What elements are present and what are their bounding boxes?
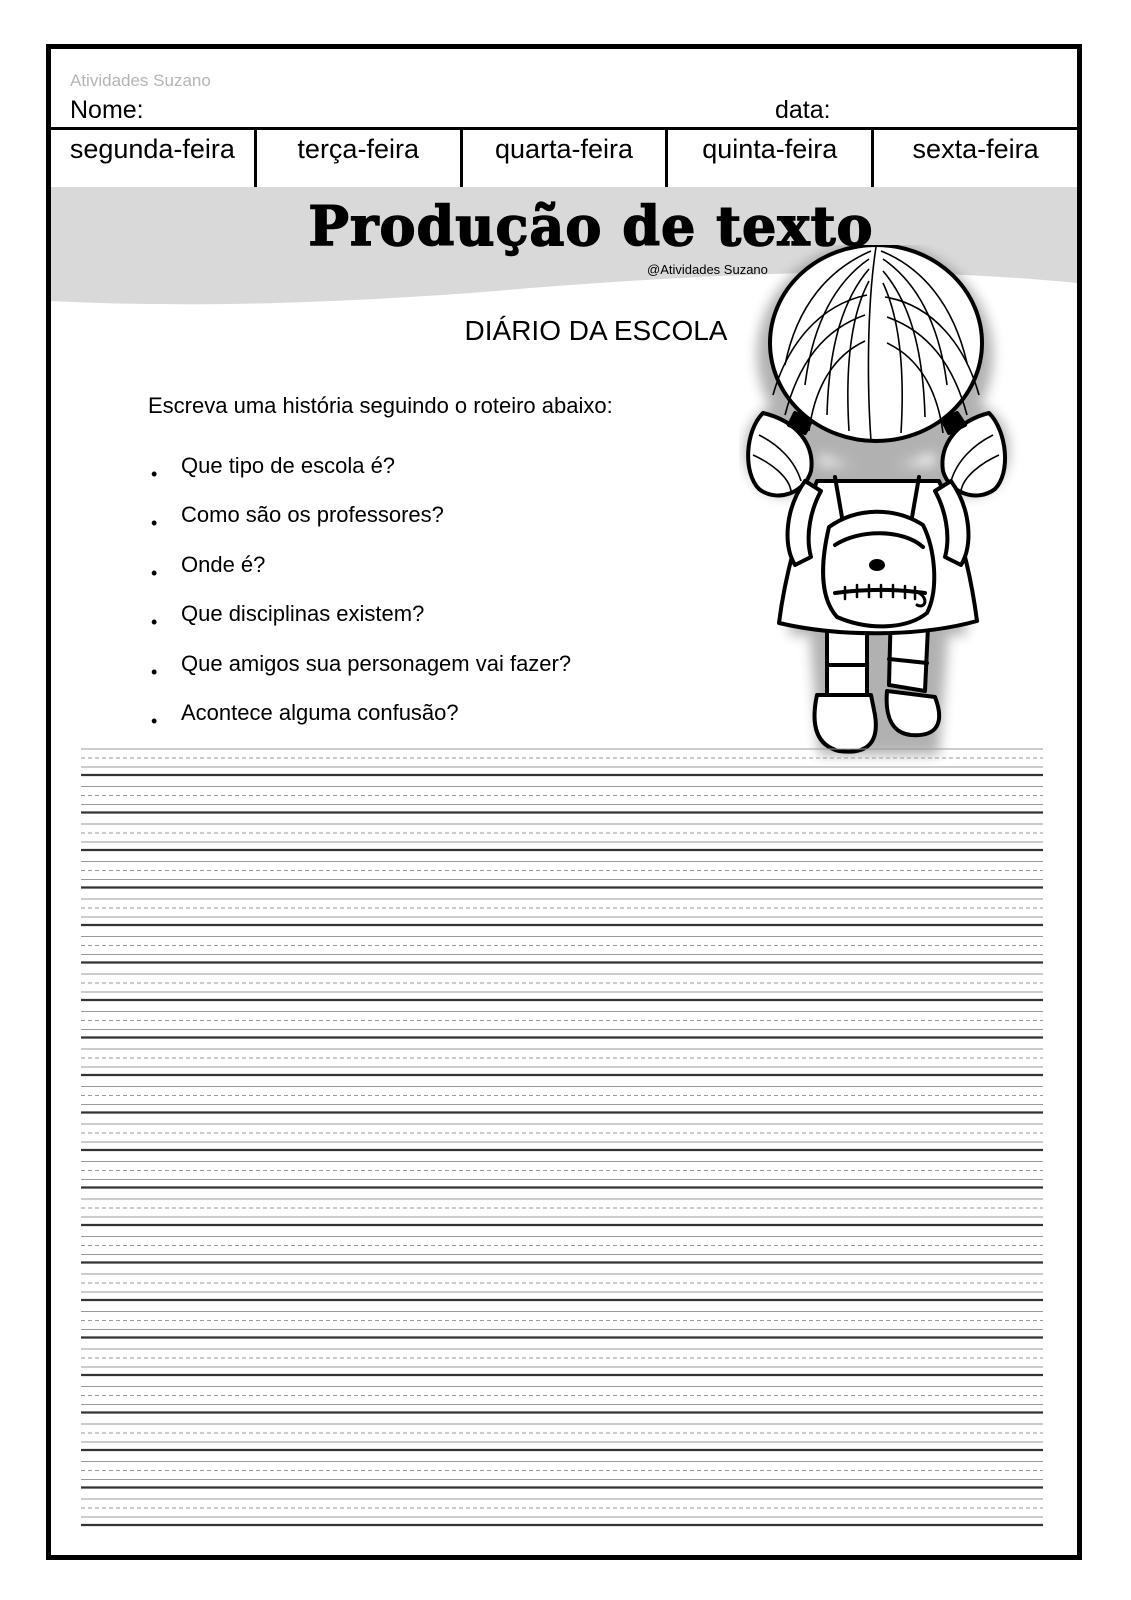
writing-lines bbox=[81, 741, 1043, 1531]
activity-subtitle: DIÁRIO DA ESCOLA bbox=[464, 315, 728, 346]
weekday-tuesday: terça-feira bbox=[257, 130, 463, 187]
list-item bbox=[148, 599, 571, 648]
date-label: data: bbox=[775, 96, 831, 124]
name-label: Nome: bbox=[70, 96, 144, 124]
question-text: Como são os professores? bbox=[181, 502, 444, 528]
bullet-icon: • bbox=[151, 513, 158, 534]
weekday-friday: sexta-feira bbox=[912, 134, 1039, 164]
question-text: Onde é? bbox=[181, 551, 266, 577]
list-item bbox=[148, 550, 571, 599]
weekday-thursday: quinta-feira bbox=[668, 130, 874, 187]
question-list bbox=[148, 451, 571, 747]
watermark: Atividades Suzano bbox=[70, 71, 211, 90]
worksheet-page bbox=[46, 44, 1082, 1560]
list-item bbox=[148, 698, 571, 747]
weekday-monday: segunda-feira bbox=[51, 130, 257, 187]
bullet-icon: • bbox=[151, 464, 158, 484]
question-text: Que tipo de escola é? bbox=[181, 453, 396, 478]
weekday-wednesday: quarta-feira bbox=[463, 130, 669, 187]
list-item bbox=[148, 451, 571, 500]
author-handle: @Atividades Suzano bbox=[647, 262, 768, 277]
list-item bbox=[148, 649, 571, 698]
bullet-icon: • bbox=[151, 710, 158, 731]
instruction-text: Escreva uma história seguindo o roteiro abaixo: bbox=[148, 393, 613, 418]
question-text: Acontece alguma confusão? bbox=[181, 699, 459, 725]
weekday-row bbox=[51, 127, 1077, 190]
bullet-icon: • bbox=[151, 612, 158, 633]
list-item bbox=[148, 500, 571, 549]
bullet-icon: • bbox=[151, 661, 158, 682]
question-text: Que amigos sua personagem vai fazer? bbox=[181, 650, 572, 676]
girl-with-backpack-illustration bbox=[739, 245, 1041, 765]
page-title: Produção de texto bbox=[308, 194, 874, 258]
bullet-icon: • bbox=[151, 562, 158, 583]
question-text: Que disciplinas existem? bbox=[181, 601, 425, 627]
